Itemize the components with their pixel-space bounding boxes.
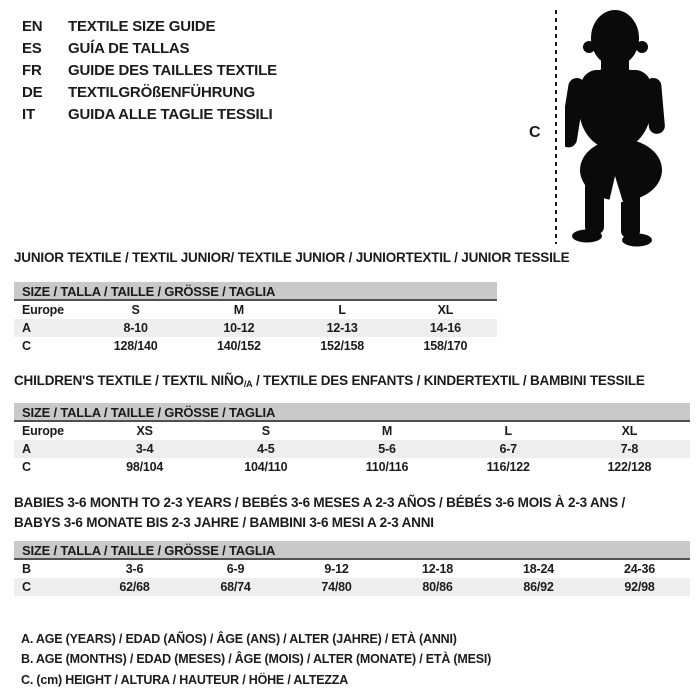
table-cell: 5-6	[378, 442, 396, 456]
children-title-subscript: /A	[243, 379, 253, 389]
table-cell: 8-10	[123, 321, 148, 335]
row-label: C	[22, 460, 31, 474]
table-cell: 74/80	[321, 580, 352, 594]
table-cell: S	[261, 424, 270, 438]
table-cell: 9-12	[324, 562, 349, 576]
language-label: TEXTILE SIZE GUIDE	[68, 17, 216, 35]
table-cell: 158/170	[423, 339, 468, 353]
table-cell: 110/116	[365, 460, 409, 474]
size-header-band: SIZE / TALLA / TAILLE / GRÖSSE / TAGLIA	[14, 541, 690, 560]
table-cell: XS	[136, 424, 153, 438]
table-row-height	[14, 337, 497, 355]
table-cell: 86/92	[523, 580, 554, 594]
table-cell: 10-12	[223, 321, 255, 335]
table-cell: 104/110	[244, 460, 288, 474]
language-code: IT	[22, 105, 35, 123]
table-cell: 12-13	[326, 321, 358, 335]
table-cell: 152/158	[320, 339, 365, 353]
language-row-en	[22, 15, 277, 37]
silhouette-right-leg	[621, 180, 640, 238]
language-label: GUIDA ALLE TAGLIE TESSILI	[68, 105, 273, 123]
language-row-de	[22, 81, 277, 103]
language-title-list	[22, 15, 277, 125]
measure-label-c: C	[529, 124, 541, 141]
table-cell: 6-7	[499, 442, 517, 456]
silhouette-left-leg	[585, 180, 604, 234]
language-code: FR	[22, 61, 42, 79]
legend-block	[21, 629, 491, 690]
table-cell: 98/104	[126, 460, 164, 474]
table-cell: 7-8	[620, 442, 639, 456]
table-cell: 3-6	[125, 562, 144, 576]
junior-section-title: JUNIOR TEXTILE / TEXTIL JUNIOR/ TEXTILE JUNIOR / JUNIORTEXTIL / JUNIOR TESSILE	[14, 250, 570, 265]
silhouette-right-arm	[645, 77, 666, 134]
table-cell: 116/122	[486, 460, 530, 474]
size-header-band: SIZE / TALLA / TAILLE / GRÖSSE / TAGLIA	[14, 403, 690, 422]
table-row-age	[14, 319, 497, 337]
children-section-title	[14, 373, 645, 392]
toddler-silhouette-icon	[565, 8, 689, 250]
table-cell: 62/68	[119, 580, 150, 594]
language-code: EN	[22, 17, 43, 35]
table-cell: 140/152	[216, 339, 261, 353]
table-cell: 6-9	[226, 562, 245, 576]
babies-title-line1: BABIES 3-6 MONTH TO 2-3 YEARS / BEBÉS 3-6 MESES A 2-3 AÑOS / BÉBÉS 3-6 MOIS À 2-3 ANS /	[14, 495, 625, 510]
table-cell: 12-18	[422, 562, 453, 576]
language-label: TEXTILGRÖßENFÜHRUNG	[68, 83, 256, 101]
table-cell: M	[381, 424, 393, 438]
babies-section-title	[14, 493, 625, 533]
table-row-height	[14, 458, 690, 476]
children-title-prefix: CHILDREN'S TEXTILE / TEXTIL NIÑO	[14, 373, 244, 388]
children-size-table	[14, 403, 690, 476]
language-row-es	[22, 37, 277, 59]
table-cell: XL	[437, 303, 454, 317]
table-cell: S	[131, 303, 140, 317]
table-row-age	[14, 440, 690, 458]
table-cell: M	[233, 303, 244, 317]
row-label: B	[22, 562, 31, 576]
legend-line-c: C. (cm) HEIGHT / ALTURA / HAUTEUR / HÖHE / ALTEZZA	[21, 672, 349, 687]
table-cell: L	[338, 303, 346, 317]
table-row-europe	[14, 422, 690, 440]
table-cell: 80/86	[422, 580, 453, 594]
table-cell: 3-4	[135, 442, 154, 456]
row-label: A	[22, 321, 31, 335]
babies-title-line2: BABYS 3-6 MONATE BIS 2-3 JAHRE / BAMBINI 3-6 MESI A 2-3 ANNI	[14, 515, 434, 530]
row-label: A	[22, 442, 31, 456]
babies-size-table	[14, 541, 690, 596]
height-measure-dashed-line	[555, 10, 557, 244]
table-row-height	[14, 578, 690, 596]
language-row-it	[22, 103, 277, 125]
silhouette-torso	[579, 66, 651, 150]
table-row-europe	[14, 301, 497, 319]
table-cell: 68/74	[220, 580, 251, 594]
silhouette-left-foot	[572, 230, 602, 243]
language-label: GUÍA DE TALLAS	[68, 39, 190, 57]
size-header-band: SIZE / TALLA / TAILLE / GRÖSSE / TAGLIA	[14, 282, 497, 301]
table-cell: 14-16	[429, 321, 461, 335]
silhouette-right-foot	[622, 234, 652, 247]
legend-line-a: A. AGE (YEARS) / EDAD (AÑOS) / ÂGE (ANS) / ALTER (JAHRE) / ETÀ (ANNI)	[21, 632, 457, 646]
row-label: C	[22, 580, 31, 594]
row-label: Europe	[22, 303, 64, 317]
table-cell: 122/128	[607, 460, 652, 474]
table-cell: 92/98	[624, 580, 655, 594]
table-cell: 4-5	[257, 442, 275, 456]
row-label: C	[22, 339, 31, 353]
table-cell: XL	[621, 424, 638, 438]
language-label: GUIDE DES TAILLES TEXTILE	[68, 61, 277, 79]
language-code: ES	[22, 39, 42, 57]
table-cell: 18-24	[523, 562, 554, 576]
silhouette-head	[591, 10, 639, 66]
legend-line-b: B. AGE (MONTHS) / EDAD (MESES) / ÂGE (MOIS) / ALTER (MONATE) / ETÀ (MESI)	[21, 652, 492, 667]
table-row-months	[14, 560, 690, 578]
row-label: Europe	[22, 424, 64, 438]
children-title-suffix: / TEXTILE DES ENFANTS / KINDERTEXTIL / BAMBINI TESSILE	[252, 373, 645, 388]
table-cell: L	[504, 424, 512, 438]
language-code: DE	[22, 83, 43, 101]
junior-size-table	[14, 282, 497, 355]
language-row-fr	[22, 59, 277, 81]
table-cell: 24-36	[624, 562, 655, 576]
table-cell: 128/140	[113, 339, 158, 353]
